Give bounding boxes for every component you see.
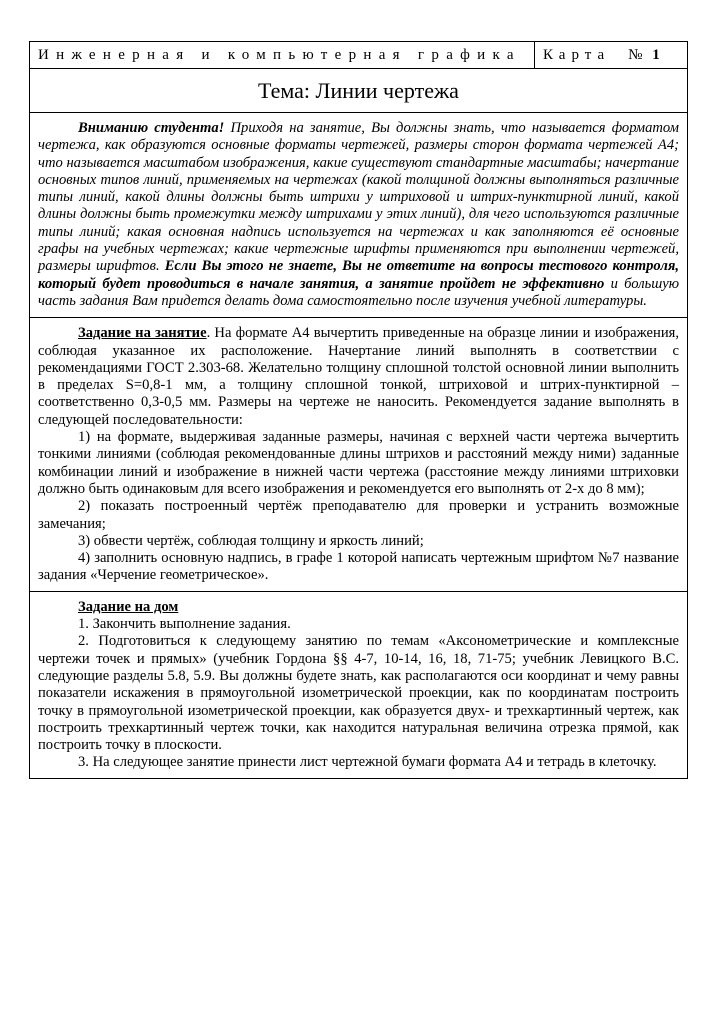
homework-heading: Задание на дом <box>78 598 179 615</box>
task-step: 4) заполнить основную надпись, в графе 1 которой написать чертежным шрифтом №7 название задания «Черчение геометрическое». <box>38 550 679 584</box>
class-task-section <box>30 318 687 591</box>
task-intro: . На формате А4 вычертить приведенные на образце линии и изображения, соблюдая указанное их расположение. Начертание линий выполнять в соответствии с рекомендациями ГОСТ 2.303-68. Желательно толщину сплошной толстой основной линии выполнить в пределах S=0,8-1 мм, а толщину сплошной тонкой, штриховой и штрих-пунктирной – соответственно 0,3-0,5 мм. Размеры на чертеже не наносить. Рекомендуется задание выполнять в следующей последовательности: <box>38 325 679 428</box>
task-heading: Задание на занятие <box>78 325 207 342</box>
subject-title: Инженерная и компьютерная графика <box>30 42 535 68</box>
notice-text-1: Приходя на занятие, Вы должны знать, что называется форматом чертежа, как образуются основные форматы чертежей, размеры сторон формата чертежей А4; что называется масштабом изображения, какие существуют стандартные масштабы; начертание основных типов линий, применяемых на чертежах (какой толщиной должны выполняться различные типы линий, какой длины должны быть штрихи у штриховой и штрих-пунктирной линий, какой длины должны быть промежутки между штрихами у этих линий), для чего используются различные типы линий; какая основная надпись используется на чертежах и как заполняются её основные графы на учебных чертежах; какие чертежные шрифты применяются при выполнении чертежей, размеры шрифтов. <box>38 120 680 275</box>
homework-heading-line <box>38 599 679 616</box>
homework-item: 2. Подготовиться к следующему занятию по темам «Аксонометрические и комплексные чертежи точек и прямых» (учебник Гордона §§ 4-7, 10-14, 16, 18, 71-75; учебник Левицкого В.С. следующие разделы 5.8, 5.9. Вы должны будете знать, как располагаются оси координат и чему равны показатели искажения в прямоугольной изометрической проекции, как по координатам построить точку в прямоугольной изометрической проекции, как образуется двух- и трехкартинный чертеж, как построить трехкартинный чертеж точки, как находится натуральная величина отрезка прямой, как построить точку в плоскости. <box>38 633 679 754</box>
notice-lead: Вниманию студента! <box>78 120 225 136</box>
homework-item: 1. Закончить выполнение задания. <box>78 616 291 633</box>
homework-section <box>30 592 687 778</box>
task-step: 1) на формате, выдерживая заданные размеры, начиная с верхней части чертежа вычертить тонкими линиями (соблюдая рекомендованные длины штрихов и расстояний между ними) заданные комбинации линий и изображение в нижней части чертежа (расстояние между линиями штриховки должно быть одинаковым для всего изображения и рекомендуется его выполнять от 2-х до 8 мм); <box>38 429 679 497</box>
student-notice-section <box>30 113 687 318</box>
topic-title: Тема: Линии чертежа <box>30 69 687 113</box>
student-notice <box>38 120 679 310</box>
card-number-value: 1 <box>652 47 663 63</box>
card-label: Карта <box>543 47 611 63</box>
number-sign: № <box>628 47 646 63</box>
card-number <box>628 47 663 63</box>
notice-text-2: и большую часть задания Вам придется делать дома самостоятельно после изучения учебной литературы. <box>38 275 679 309</box>
task-step: 2) показать построенный чертёж преподавателю для проверки и устранить возможные замечания; <box>38 498 679 532</box>
task-card <box>29 41 688 779</box>
homework-item: 3. На следующее занятие принести лист чертежной бумаги формата А4 и тетрадь в клеточку. <box>78 754 657 771</box>
notice-warning: Если Вы этого не знаете, Вы не ответите на вопросы тестового контроля, который будет проводиться в начале занятия, а занятие пройдет не эффективно <box>38 258 679 292</box>
task-intro-paragraph <box>38 325 679 429</box>
card-header <box>30 42 687 69</box>
card-number-cell <box>535 42 687 68</box>
task-step: 3) обвести чертёж, соблюдая толщину и яркость линий; <box>78 532 424 549</box>
